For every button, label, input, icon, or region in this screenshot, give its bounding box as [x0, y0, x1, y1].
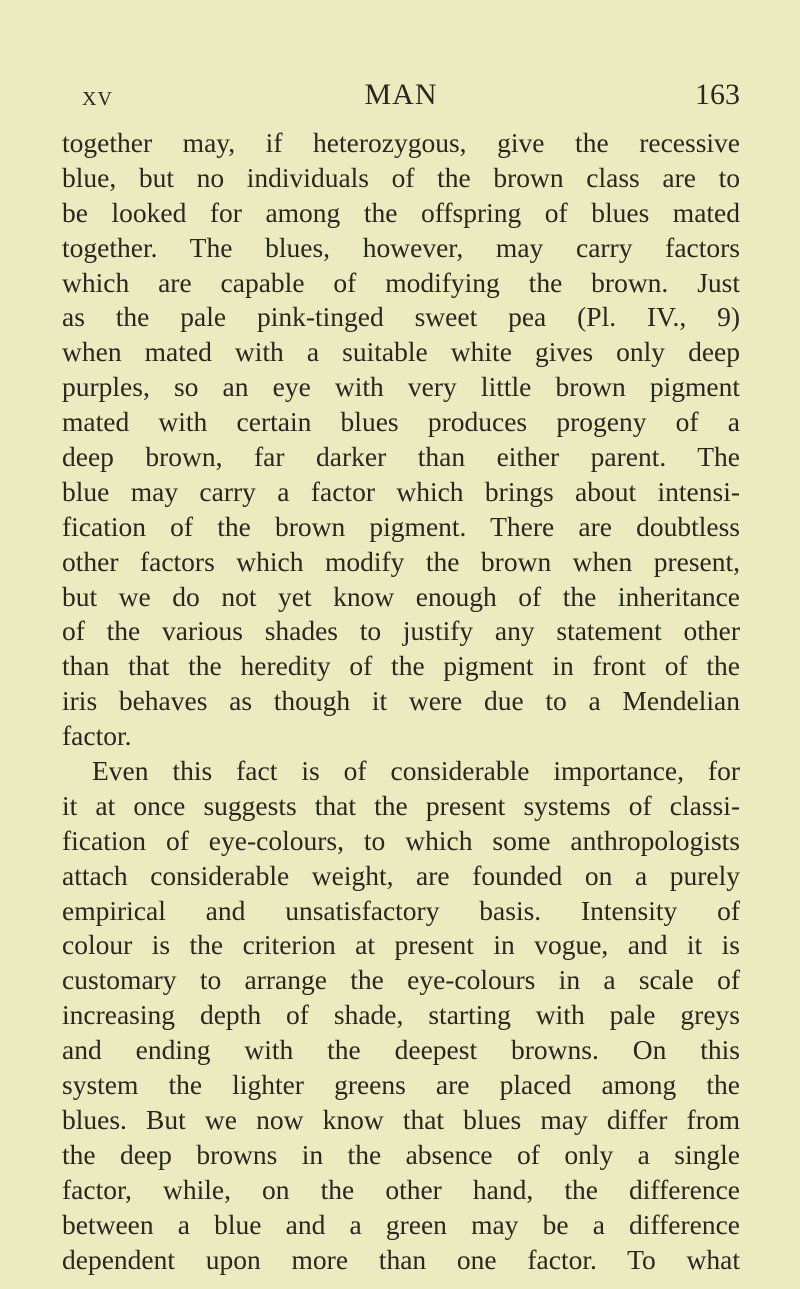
text-line: other factors which modify the brown when present, — [62, 545, 740, 577]
text-line: together may, if heterozygous, give the recessive — [62, 127, 740, 158]
text-line: be looked for among the offspring of blues mated — [62, 196, 740, 228]
chapter-number: XV — [82, 88, 113, 110]
text-line: blues. But we now know that blues may differ from — [62, 1103, 740, 1135]
text-line: fication of the brown pigment. There are doubtless — [62, 510, 740, 542]
text-line: it at once suggests that the present systems of classi- — [62, 789, 740, 821]
text-line: of the various shades to justify any statement other — [62, 615, 740, 647]
text-line: colour is the criterion at present in vogue, and it is — [62, 929, 740, 961]
text-line: Even this fact is of considerable importance, for — [92, 755, 740, 787]
running-header — [62, 78, 740, 118]
text-line: attach considerable weight, are founded on a purely — [62, 859, 740, 891]
text-line: dependent upon more than one factor. To what — [62, 1243, 740, 1275]
text-line: blue, but no individuals of the brown class are to — [62, 161, 740, 193]
text-line: mated with certain blues produces progeny of a — [62, 406, 740, 438]
text-line: factor, while, on the other hand, the difference — [62, 1173, 740, 1205]
text-line: purples, so an eye with very little brown pigment — [62, 371, 740, 403]
text-line: between a blue and a green may be a difference — [62, 1208, 740, 1240]
text-line: blue may carry a factor which brings about intensi- — [62, 475, 740, 507]
text-line: factor. — [62, 720, 132, 752]
text-line: iris behaves as though it were due to a Mendelian — [62, 685, 740, 717]
text-line: customary to arrange the eye-colours in a scale of — [62, 964, 740, 996]
text-line: empirical and unsatisfactory basis. Intensity of — [62, 894, 740, 926]
text-line: as the pale pink-tinged sweet pea (Pl. IV., 9) — [62, 301, 740, 333]
text-line: which are capable of modifying the brown. Just — [62, 266, 740, 298]
text-line: together. The blues, however, may carry factors — [62, 231, 740, 263]
text-line: increasing depth of shade, starting with pale greys — [62, 999, 740, 1031]
text-line: fication of eye-colours, to which some anthropologists — [62, 824, 740, 856]
text-line: the deep browns in the absence of only a single — [62, 1138, 740, 1170]
text-line: and ending with the deepest browns. On this — [62, 1034, 740, 1066]
body-text — [62, 126, 740, 1277]
text-line: when mated with a suitable white gives only deep — [62, 336, 740, 368]
text-line: system the lighter greens are placed among the — [62, 1069, 740, 1101]
text-line: deep brown, far darker than either parent. The — [62, 441, 740, 473]
running-title: MAN — [364, 78, 438, 111]
text-line: than that the heredity of the pigment in front of the — [62, 650, 740, 682]
page-number: 163 — [695, 78, 740, 111]
text-line: but we do not yet know enough of the inheritance — [62, 580, 740, 612]
